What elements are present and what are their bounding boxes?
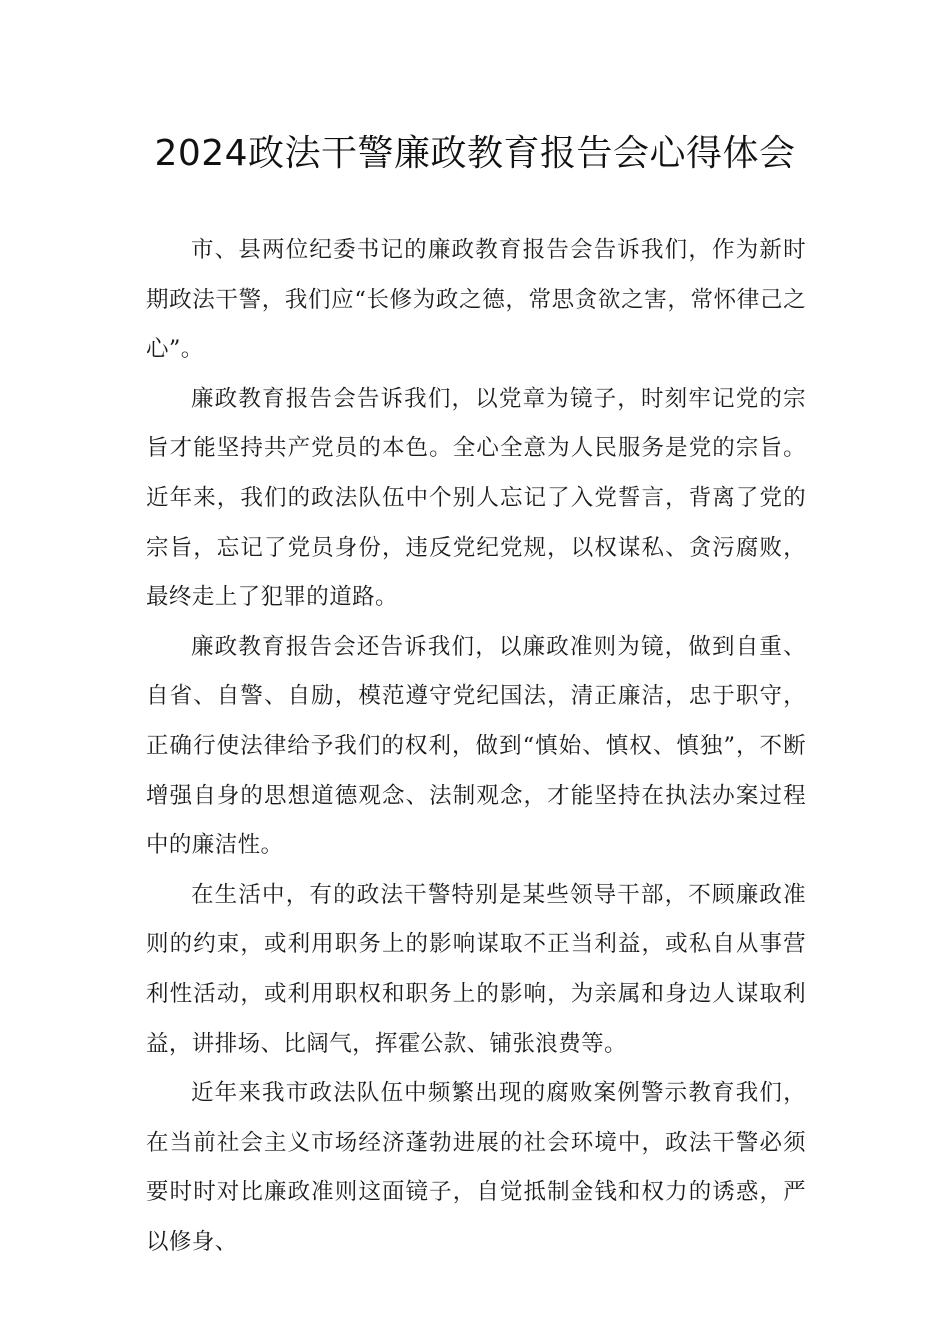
- document-body: [146, 226, 806, 1267]
- paragraph-1: 市、县两位纪委书记的廉政教育报告会告诉我们，作为新时期政法干警，我们应“长修为政之德，常思贪欲之害，常怀律己之心”。: [146, 237, 806, 363]
- document-title: 2024政法干警廉政教育报告会心得体会: [154, 133, 796, 174]
- paragraph-5: 近年来我市政法队伍中频繁出现的腐败案例警示教育我们，在当前社会主义市场经济蓬勃进展的社会环境中，政法干警必须要时时对比廉政准则这面镜子，自觉抵制金钱和权力的诱惑，严以修身、: [146, 1080, 806, 1255]
- paragraph-3: 廉政教育报告会还告诉我们，以廉政准则为镜，做到自重、自省、自警、自励，模范遵守党纪国法，清正廉洁，忠于职守，正确行使法律给予我们的权利，做到“慎始、慎权、慎独”，不断增强自身的思想道德观念、法制观念，才能坚持在执法办案过程中的廉洁性。: [146, 633, 806, 859]
- paragraph-2: 廉政教育报告会告诉我们，以党章为镜子，时刻牢记党的宗旨才能坚持共产党员的本色。全心全意为人民服务是党的宗旨。近年来，我们的政法队伍中个别人忘记了入党誓言，背离了党的宗旨，忘记了党员身份，违反党纪党规，以权谋私、贪污腐败，最终走上了犯罪的道路。: [146, 385, 806, 611]
- paragraph-4: 在生活中，有的政法干警特别是某些领导干部，不顾廉政准则的约束，或利用职务上的影响谋取不正当利益，或私自从事营利性活动，或利用职权和职务上的影响，为亲属和身边人谋取利益，讲排场、比阔气，挥霍公款、铺张浪费等。: [146, 881, 806, 1057]
